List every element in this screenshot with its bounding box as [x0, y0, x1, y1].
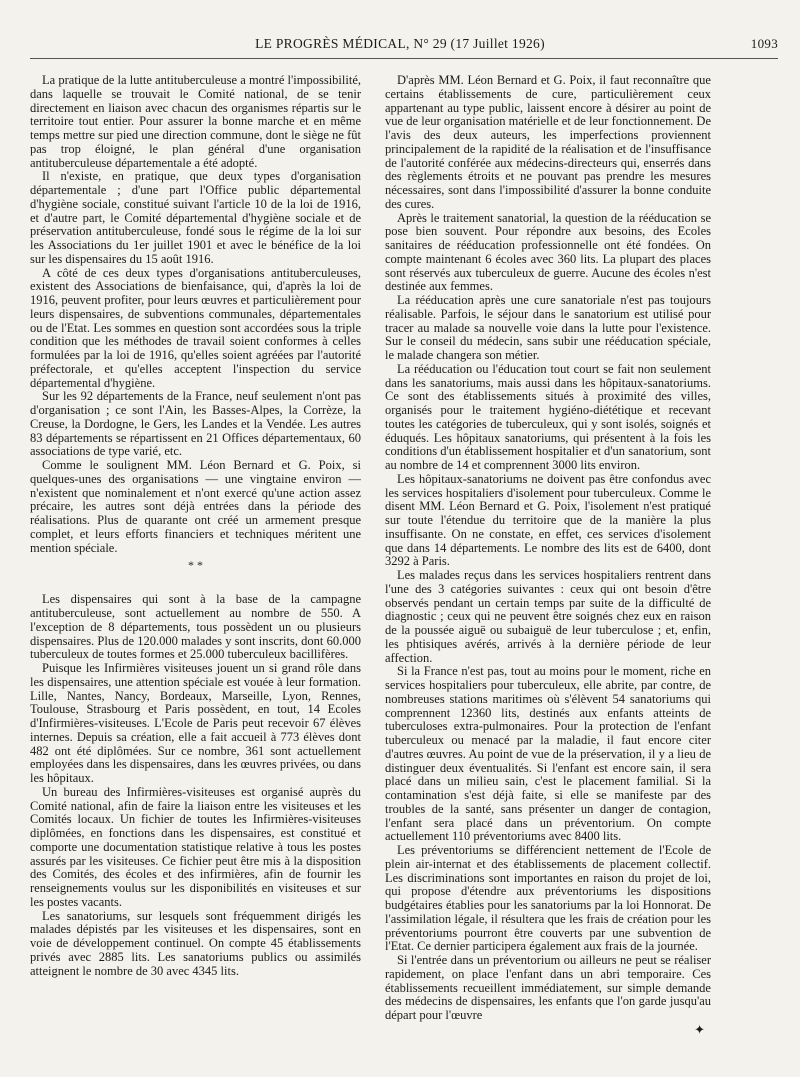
- paragraph: Les hôpitaux-sanatoriums ne doivent pas être confondus avec les services hospitaliers d'isolement pour tuberculeux. Comme le disent MM. Léon Bernard et G. Poix, l'isolement n'est pratiqué sur toute l'étendue du territoire que de la manière la plus insuffisante. On ne constate, en effet, ces services d'isolement que dans 14 départements. Le nombre des lits est de 6400, dont 3292 à Paris.: [385, 471, 711, 569]
- paragraph: La rééducation après une cure sanatoriale n'est pas toujours réalisable. Parfois, le séjour dans le sanatorium est utilisé pour tracer au malade sa nouvelle voie dans la lutte pour l'existence. Sur le conseil du médecin, sans subir une rééducation spéciale, le malade changera son métier.: [385, 293, 711, 362]
- paragraph: Les préventoriums se différencient nettement de l'Ecole de plein air-internat et des établissements de placement collectif. Les discriminations sont importantes en raison du projet de loi, qui propose d'étendre aux préventoriums les dispositions budgétaires établies pour les sanatoriums par la loi Honnorat. De l'assimilation légale, il résultera que les frais de création pour les préventoriums pourront être couverts par une subvention de l'Etat. Ce dernier participera également aux frais de la journée.: [385, 843, 711, 954]
- journal-title: LE PROGRÈS MÉDICAL, N° 29 (17 Juillet 1926): [255, 36, 545, 51]
- paragraph: La rééducation ou l'éducation tout court se fait non seulement dans les sanatoriums, mais aussi dans les hôpitaux-sanatoriums. Ce sont des établissements situés à proximité des villes, organisés pour le traitement hygiéno-diététique et recevant toutes les catégories de tuberculeux, qui y sont isolés, soignés et éduqués. Les hôpitaux sanatoriums, qui présentent à la fois les conditions d'un établissement hospitalier et d'un sanatorium, sont au nombre de 14 et comprennent 3000 lits environ.: [385, 361, 711, 472]
- section-divider: * *: [188, 558, 203, 573]
- paragraph: Les malades reçus dans les services hospitaliers rentrent dans l'une des 3 catégories suivantes : ceux qui ont besoin d'être observés pendant un certain temps par suite de la difficulté de diagnostic ; ceux qui ne peuvent être soignés chez eux en raison de la poussée aiguë ou subaiguë de leur tuberculose ; et, enfin, les phtisiques avérés, arrivés à la dernière période de leur affection.: [385, 568, 711, 665]
- paragraph: La pratique de la lutte antituberculeuse a montré l'impossibilité, dans laquelle se trouvait le Comité national, de se tenir directement en liaison avec chacun des organismes répartis sur le territoire tout entier. Pour assurer la bonne marche et en même temps mettre sur pied une direction commune, dont le siège ne fût pas trop éloigné, le plan général d'une organisation antituberculeuse départementale a été adopté.: [30, 73, 361, 170]
- paragraph: Si l'entrée dans un préventorium ou ailleurs ne peut se réaliser rapidement, on place l'enfant dans un abri temporaire. Ces établissements recueillent immédiatement, sur simple demande des médecins de dispensaires, les enfants que l'on garde jusqu'au départ pour l'œuvre: [385, 953, 711, 1022]
- page-number: 1093: [750, 36, 778, 51]
- right-column: [385, 74, 711, 1037]
- paragraph: Les dispensaires qui sont à la base de la campagne antituberculeuse, sont actuellement au nombre de 550. A l'exception de 8 départements, tous possèdent un ou plusieurs dispensaires. Plus de 120.000 malades y sont inscrits, dont 60.000 tuberculeux de toutes formes et 25.000 tuberculeux bacillifères.: [30, 592, 361, 662]
- left-column: [30, 74, 361, 978]
- paragraph: Puisque les Infirmières visiteuses jouent un si grand rôle dans les dispensaires, une attention spéciale est vouée à leur formation. Lille, Nantes, Nancy, Bordeaux, Marseille, Lyon, Rennes, Toulouse, Strasbourg et Paris possèdent, en tout, 14 Ecoles d'Infirmières-visiteuses. L'Ecole de Paris peut recevoir 67 élèves internes. Depuis sa création, elle a fait accueil à 773 élèves dont 482 ont été diplômées. Sur ce nombre, 361 sont actuellement employées dans les dispensaires, dans les œuvres privées, ou dans les hôpitaux.: [30, 661, 361, 785]
- paragraph: Après le traitement sanatorial, la question de la rééducation se pose bien souvent. Pour répondre aux besoins, des Ecoles sanitaires de rééducation professionnelle ont été fondées. On compte maintenant 6 écoles avec 360 lits. La plupart des places sont réservés aux tuberculeux de guerre. Aucune des écoles n'est destinée aux femmes.: [385, 210, 711, 294]
- paragraph: Si la France n'est pas, tout au moins pour le moment, riche en services hospitaliers pour tuberculeux, elle abrite, par contre, de nombreuses stations maritimes où s'élèvent 54 sanatoriums qui comprennent 12360 lits, destinés aux enfants atteints de tuberculoses extra-pulmonaires. Pour la protection de l'enfant tuberculeux ou menacé par la maladie, il faut encore citer d'autres œuvres. Au point de vue de la préservation, il y a lieu de distinguer deux éventualités. Si l'enfant est encore sain, il sera placé dans un milieu sain, c'est le placement familial. Si la contamination s'est déjà faite, si elle se manifeste par des troubles de la santé, sans présenter un danger de contagion, l'enfant sera placé dans un préventorium. On compte actuellement 110 préventoriums avec 8400 lits.: [385, 664, 711, 844]
- paragraph: A côté de ces deux types d'organisations antituberculeuses, existent des Associations de bienfaisance, qui, d'après la loi de 1916, peuvent profiter, pour leurs œuvres et particulièrement pour leurs dispensaires, de subventions communales, départementales ou de l'Etat. Les sommes en question sont accordées sous la triple condition que les méthodes de travail soient conformes à celles formulées par la loi de 1916, qu'elles soient agréées par l'autorité préfectorale, et qu'elles acceptent l'inspection du service départemental d'hygiène.: [30, 265, 361, 390]
- paragraph: Il n'existe, en pratique, que deux types d'organisation départementale ; d'une part l'Office public départemental d'hygiène sociale, constitué suivant l'article 10 de la loi de 1916, et d'autre part, le Comité départemental d'hygiène sociale et de préservation antituberculeuse, fondé sous le régime de la loi sur les Associations du 1er juillet 1901 et avec le bénéfice de la loi sur les dispensaires du 15 août 1916.: [30, 169, 361, 266]
- paragraph: Un bureau des Infirmières-visiteuses est organisé auprès du Comité national, afin de faire la liaison entre les visiteuses et les Comités locaux. Un fichier de toutes les Infirmières-visiteuses diplômées, en fonctions dans les dispensaires, est constitué et comporte une documentation statistique relative à tous les postes assurés par les visiteuses. Ce fichier peut être mis à la disposition des Comités, des écoles et des infirmières, afin de fournir les renseignements voulus sur les disponibilités en visiteuses et sur les postes vacants.: [30, 784, 361, 909]
- paragraph: D'après MM. Léon Bernard et G. Poix, il faut reconnaître que certains établissements de cure, particulièrement ceux appartenant au type public, laissent encore à désirer au point de vue de leur organisation matérielle et de leur fonctionnement. De l'avis des deux auteurs, les imperfections proviennent principalement de la rapidité de la réalisation et de l'insuffisance de l'autorité conférée aux médecins-directeurs qui, enserrés dans des règlements étroits et ne pouvant pas prendre les mesures nécessaires, sont dans l'impossibilité d'assurer la bonne conduite des cures.: [385, 73, 711, 211]
- paragraph: Sur les 92 départements de la France, neuf seulement n'ont pas d'organisation ; ce sont l'Ain, les Basses-Alpes, la Corrèze, la Creuse, la Dordogne, le Gers, les Landes et la Vendée. Les autres 83 départements se répartissent en 21 Offices départementaux, 60 associations de type varié, etc.: [30, 389, 361, 459]
- paragraph: Comme le soulignent MM. Léon Bernard et G. Poix, si quelques-unes des organisations — une vingtaine environ — n'existent que nominalement et n'ont exercé qu'une action assez précaire, les autres sont déjà entrées dans la période des réalisations. Plus de quarante ont créé un armement presque complet, et leurs efforts financiers et techniques méritent une mention spéciale.: [30, 458, 361, 555]
- end-ornament: ✦: [694, 1021, 705, 1037]
- paragraph: Les sanatoriums, sur lesquels sont fréquemment dirigés les malades dépistés par les visiteuses et les dispensaires, sont en voie de développement continuel. On compte 45 établissements privés avec 2885 lits. Les sanatoriums publics ou assimilés atteignent le nombre de 30 avec 4345 lits.: [30, 908, 361, 978]
- running-header: [22, 34, 778, 56]
- header-rule: [30, 58, 778, 59]
